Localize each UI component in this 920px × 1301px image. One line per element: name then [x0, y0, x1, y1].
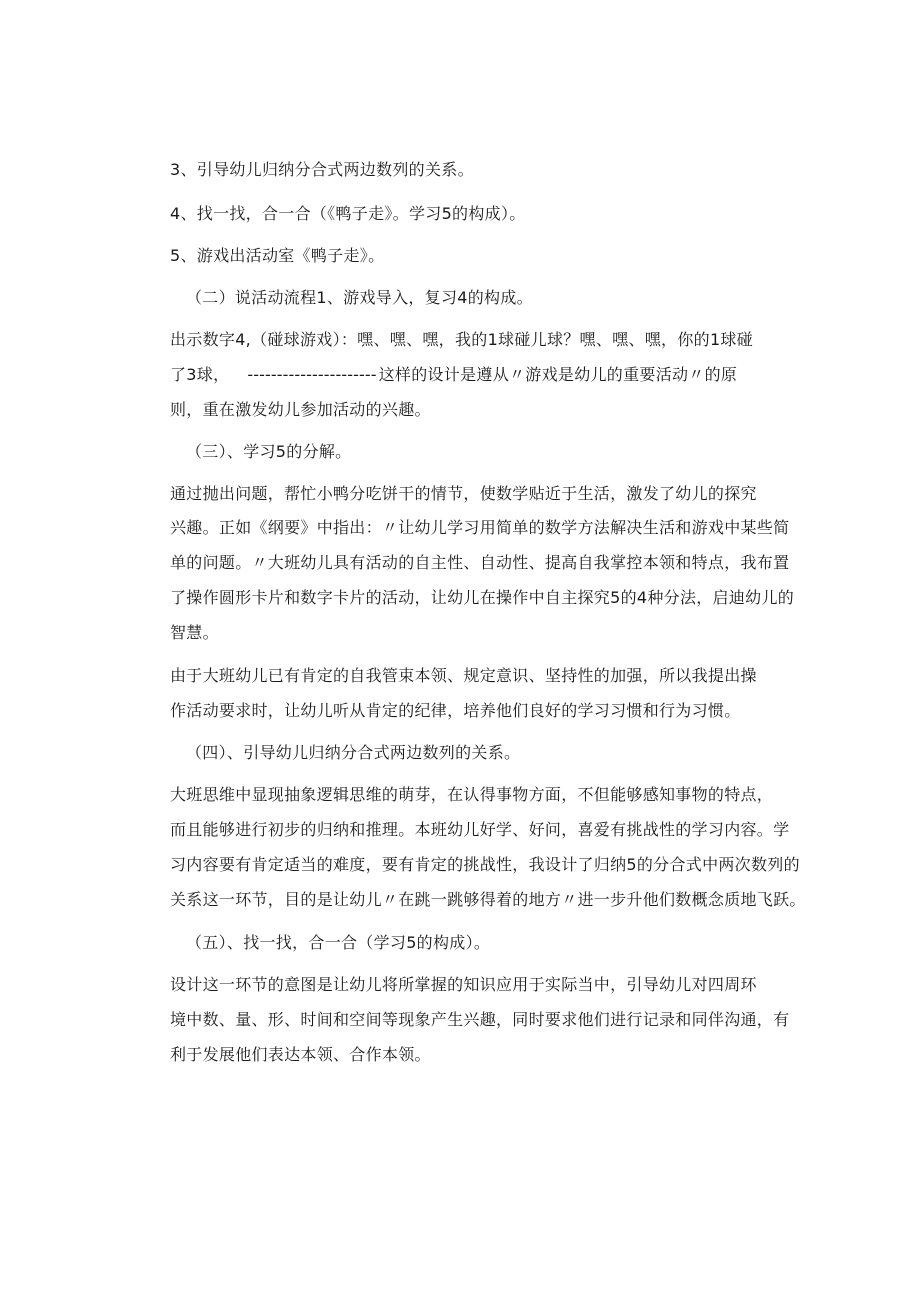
- para-4-line-1: 大班思维中显现抽象逻辑思维的萌芽，在认得事物方面，不但能够感知事物的特点，: [170, 785, 774, 804]
- list-item-3: 3、引导幼儿归纳分合式两边数列的关系。: [170, 160, 474, 179]
- para-2-line-4: 了操作圆形卡片和数字卡片的活动，让幼儿在操作中自主探究5的4种分法，启迪幼儿的: [170, 588, 795, 607]
- section-2-heading: （二）说活动流程1、游戏导入，复习4的构成。: [186, 288, 533, 307]
- list-item-5: 5、游戏出活动室《鸭子走》。: [170, 246, 385, 265]
- section-3-heading: （三）、学习5的分解。: [186, 442, 352, 461]
- para-4-line-3: 习内容要有肯定适当的难度，要有肯定的挑战性，我设计了归纳5的分合式中两次数列的: [170, 855, 800, 874]
- para-3-line-2: 作活动要求时，让幼儿听从肯定的纪律，培养他们良好的学习习惯和行为习惯。: [170, 701, 741, 720]
- para-4-line-2: 而且能够进行初步的归纳和推理。本班幼儿好学、好问，喜爱有挑战性的学习内容。学: [170, 820, 790, 839]
- para-5-line-1: 设计这一环节的意图是让幼儿将所掌握的知识应用于实际当中，引导幼儿对四周环: [170, 975, 757, 994]
- para-1-line-1: 出示数字4,（碰球游戏）：嘿、嘿、嘿，我的1球碰儿球？嘿、嘿、嘿，你的1球碰: [170, 330, 754, 349]
- list-item-4: 4、找一找，合一合（《鸭子走》。学习5的构成）。: [170, 204, 526, 223]
- section-4-heading: （四）、引导幼儿归纳分合式两边数列的关系。: [186, 743, 521, 762]
- para-3-line-1: 由于大班幼儿已有肯定的自我管束本领、规定意识、坚持性的加强，所以我提出操: [170, 666, 757, 685]
- para-1-line-2: [170, 365, 737, 385]
- para-5-line-3: 利于发展他们表达本领、合作本领。: [170, 1045, 431, 1064]
- para-4-line-4: 关系这一环节，目的是让幼儿〃在跳一跳够得着的地方〃进一步升他们数概念质地飞跃。: [170, 890, 806, 909]
- para-5-line-2: 境中数、量、形、时间和空间等现象产生兴趣，同时要求他们进行记录和同伴沟通，有: [170, 1010, 790, 1029]
- para-2-line-1: 通过抛出问题，帮忙小鸭分吃饼干的情节，使数学贴近于生活，激发了幼儿的探究: [170, 484, 757, 503]
- para-2-line-2: 兴趣。正如《纲要》中指出：〃让幼儿学习用简单的数学方法解决生活和游戏中某些简: [170, 518, 790, 537]
- para-2-line-3: 单的问题。〃大班幼儿具有活动的自主性、自动性、提高自我掌控本领和特点，我布置: [170, 553, 790, 572]
- para-2-line-5: 智慧。: [170, 623, 219, 642]
- dash-separator: ----------------------: [247, 365, 377, 384]
- para-1-line-3: 则，重在激发幼儿参加活动的兴趣。: [170, 400, 431, 419]
- para-1-line-2-start: 了3球，: [170, 365, 230, 384]
- section-5-heading: （五）、找一找，合一合（学习5的构成）。: [186, 933, 491, 952]
- para-1-line-2-end: 这样的设计是遵从〃游戏是幼儿的重要活动〃的原: [378, 365, 738, 384]
